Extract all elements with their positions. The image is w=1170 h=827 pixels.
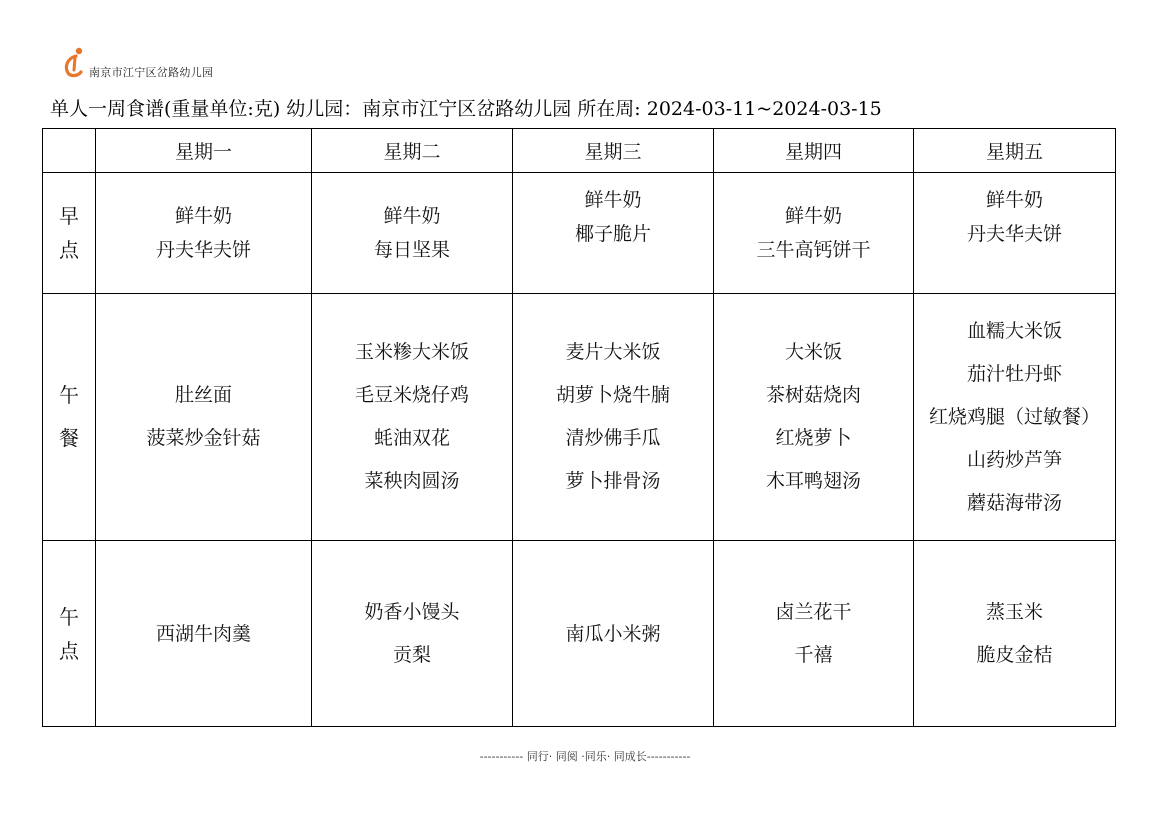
menu-item: 奶香小馒头	[364, 600, 460, 623]
weekly-menu-table	[42, 128, 1116, 727]
menu-cell	[312, 294, 513, 541]
menu-item: 山药炒芦笋	[966, 448, 1062, 471]
menu-item: 肚丝面	[174, 384, 232, 406]
menu-item: 茶树菇烧肉	[765, 384, 861, 406]
menu-cell	[513, 541, 714, 727]
menu-cell	[914, 294, 1116, 541]
menu-item: 菠菜炒金针菇	[146, 427, 261, 449]
menu-item: 贡梨	[392, 643, 431, 666]
table-row-lunch	[43, 294, 1116, 541]
menu-cell	[513, 173, 714, 294]
menu-cell	[714, 173, 914, 294]
logo-text: 南京市江宁区岔路幼儿园	[89, 66, 214, 79]
menu-item: 玉米糁大米饭	[354, 341, 469, 363]
menu-item: 大米饭	[784, 341, 842, 363]
menu-cell	[96, 173, 312, 294]
menu-item: 麦片大米饭	[565, 341, 661, 363]
menu-item: 蒸玉米	[985, 600, 1043, 623]
menu-item: 鲜牛奶	[784, 205, 842, 227]
day-header-monday: 星期一	[96, 129, 312, 173]
corner-cell	[43, 129, 96, 173]
menu-cell	[914, 541, 1116, 727]
menu-item: 椰子脆片	[574, 223, 651, 245]
menu-cell	[312, 541, 513, 727]
row-label-char: 午	[59, 604, 79, 629]
menu-cell	[714, 294, 914, 541]
menu-cell	[914, 173, 1116, 294]
day-header-wednesday: 星期三	[513, 129, 714, 173]
row-label-breakfast	[43, 173, 96, 294]
menu-item: 蘑菇海带汤	[966, 491, 1062, 514]
menu-item: 鲜牛奶	[174, 205, 232, 227]
menu-item: 千禧	[794, 643, 833, 666]
table-row-breakfast	[43, 173, 1116, 294]
menu-item: 毛豆米烧仔鸡	[354, 384, 469, 406]
menu-item: 鲜牛奶	[985, 189, 1043, 211]
menu-cell	[312, 173, 513, 294]
menu-item: 红烧鸡腿（过敏餐）	[928, 405, 1100, 428]
document-title: 单人一周食谱(重量单位:克) 幼儿园：南京市江宁区岔路幼儿园 所在周: 2024-03-11~2024-03-15	[50, 98, 882, 120]
row-label-afternoon-snack	[43, 541, 96, 727]
header-row	[43, 129, 1116, 173]
menu-item: 西湖牛肉羹	[155, 622, 251, 645]
menu-item: 鲜牛奶	[584, 189, 642, 211]
row-label-char: 点	[59, 238, 79, 262]
menu-cell	[714, 541, 914, 727]
menu-item: 南瓜小米粥	[565, 622, 661, 645]
menu-item: 血糯大米饭	[966, 319, 1062, 342]
table-row-afternoon-snack	[43, 541, 1116, 727]
row-label-lunch	[43, 294, 96, 541]
menu-cell	[96, 541, 312, 727]
day-header-friday: 星期五	[914, 129, 1116, 173]
menu-cell	[96, 294, 312, 541]
menu-item: 茄汁牡丹虾	[966, 362, 1062, 385]
menu-item: 萝卜排骨汤	[565, 470, 661, 492]
row-label-char: 餐	[59, 426, 79, 450]
menu-item: 蚝油双花	[373, 427, 450, 449]
menu-item: 木耳鸭翅汤	[765, 470, 861, 492]
menu-cell	[513, 294, 714, 541]
row-label-char: 点	[59, 638, 79, 663]
day-header-tuesday: 星期二	[312, 129, 513, 173]
menu-item: 鲜牛奶	[383, 205, 441, 227]
day-header-thursday: 星期四	[714, 129, 914, 173]
menu-item: 每日坚果	[373, 239, 450, 261]
row-label-char: 午	[59, 383, 79, 407]
footer-motto: ----------- 同行· 同阅 ·同乐· 同成长-----------	[479, 750, 691, 763]
menu-item: 脆皮金桔	[976, 643, 1053, 666]
menu-item: 菜秧肉圆汤	[364, 470, 460, 492]
menu-item: 清炒佛手瓜	[565, 427, 661, 449]
menu-item: 三牛高钙饼干	[756, 239, 871, 261]
menu-item: 红烧萝卜	[775, 427, 852, 449]
row-label-char: 早	[59, 204, 79, 228]
menu-item: 丹夫华夫饼	[966, 223, 1062, 245]
menu-item: 卤兰花干	[775, 600, 852, 623]
menu-item: 胡萝卜烧牛腩	[555, 384, 670, 406]
menu-item: 丹夫华夫饼	[155, 239, 251, 261]
kindergarten-logo-icon	[62, 46, 88, 78]
